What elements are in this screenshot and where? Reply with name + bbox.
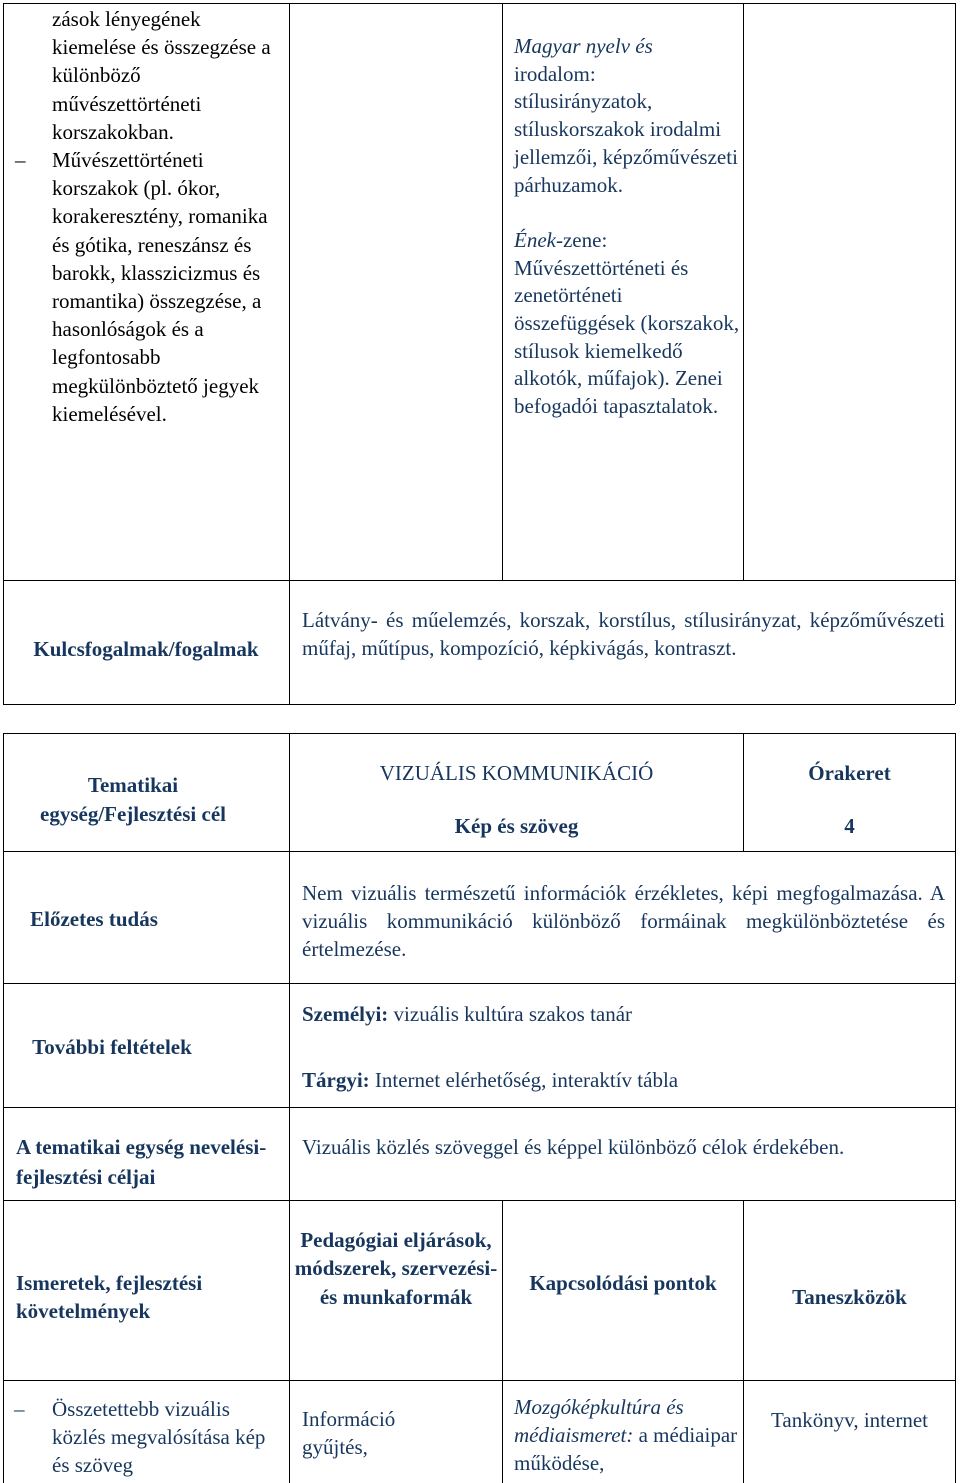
prior-knowledge-text: Nem vizuális természetű információk érzékletes, képi megfogalmazása. A vizuális kommunikáció különböző formáinak megkülönböztetése és értelmezése. xyxy=(302,881,945,961)
material-text: Internet elérhetőség, interaktív tábla xyxy=(369,1068,679,1092)
dash-bullet-icon: – xyxy=(14,1397,25,1421)
keywords-label: Kulcsfogalmak/fogalmak xyxy=(33,637,259,661)
material-label: Tárgyi: xyxy=(302,1068,370,1092)
personal-condition xyxy=(302,1000,945,1028)
connection-hungarian-text: stílusirányzatok, stíluskorszakok irodalmi jellemzői, képzőművészeti párhuzamok. xyxy=(514,89,738,197)
goals-text: Vizuális közlés szöveggel és képpel különböző célok érdekében. xyxy=(302,1135,845,1159)
top-col1-bullet xyxy=(15,146,285,428)
hours-value: 4 xyxy=(844,814,855,838)
personal-text: vizuális kultúra szakos tanár xyxy=(388,1002,633,1026)
top-col1-bullet-text: Művészettörténeti korszakok (pl. ókor, korakeresztény, romanika és gótika, reneszánsz és barokk, klasszicizmus és romantika) összegzése, a hasonlóságok és a legfontosabb megkülönböztető jegyek kiemelésével. xyxy=(52,148,268,426)
goals-label: A tematikai egység nevelési-fejlesztési céljai xyxy=(16,1135,267,1189)
connection-music-text: Művészettörténeti és zenetörténeti összefüggések (korszakok, stílusok kiemelkedő alkotók, műfajok). Zenei befogadói tapasztalatok. xyxy=(514,255,740,419)
row1-connections-subject: Mozgóképkultúra és médiaismeret: xyxy=(514,1395,684,1448)
row1-requirements-cell xyxy=(0,1395,285,1480)
top-col3-cell xyxy=(514,33,740,421)
subject-hungarian-rest: irodalom: xyxy=(514,61,596,86)
connection-music xyxy=(514,227,740,421)
prior-knowledge-label: Előzetes tudás xyxy=(30,907,158,931)
subject-hungarian: Magyar nyelv és xyxy=(514,34,653,58)
hours-label: Órakeret xyxy=(808,761,891,785)
subject-music: Ének xyxy=(514,227,556,252)
header-connections: Kapcsolódási pontok xyxy=(529,1271,717,1295)
row1-connections-cell xyxy=(514,1393,740,1478)
connection-hungarian xyxy=(514,33,740,199)
top-col1-cell xyxy=(0,5,285,428)
conditions-label: További feltételek xyxy=(32,1035,192,1059)
unit-subtitle: Kép és szöveg xyxy=(454,814,579,838)
personal-label: Személyi: xyxy=(302,1002,389,1026)
keywords-text: Látvány- és műelemzés, korszak, korstílus, stílusirányzat, képzőművészeti műfaj, műtípus, kompozíció, képkivágás, kontraszt. xyxy=(302,608,945,660)
header-requirements: Ismeretek, fejlesztési követelmények xyxy=(16,1271,203,1324)
dash-bullet-icon: – xyxy=(15,148,26,173)
subject-music-rest: -zene: xyxy=(555,227,608,252)
material-condition xyxy=(302,1066,945,1094)
header-tools: Taneszközök xyxy=(792,1285,907,1309)
row1-connections-text: a médiaipar működése, xyxy=(514,1423,738,1476)
row1-methods-text: Információ gyűjtés, xyxy=(302,1407,396,1460)
top-col1-intro: zások lényegének kiemelése és összegzése a különböző művészettörténeti korszakokban. xyxy=(52,7,271,144)
header-methods: Pedagógiai eljárások, módszerek, szervezési- és munkaformák xyxy=(294,1228,498,1309)
unit-label: Tematikai egység/Fejlesztési cél xyxy=(40,773,226,826)
unit-title: VIZUÁLIS KOMMUNIKÁCIÓ xyxy=(379,761,654,785)
row1-tools-text: Tankönyv, internet xyxy=(771,1408,928,1432)
row1-requirements-text: Összetettebb vizuális közlés megvalósítása kép és szöveg xyxy=(52,1397,266,1478)
